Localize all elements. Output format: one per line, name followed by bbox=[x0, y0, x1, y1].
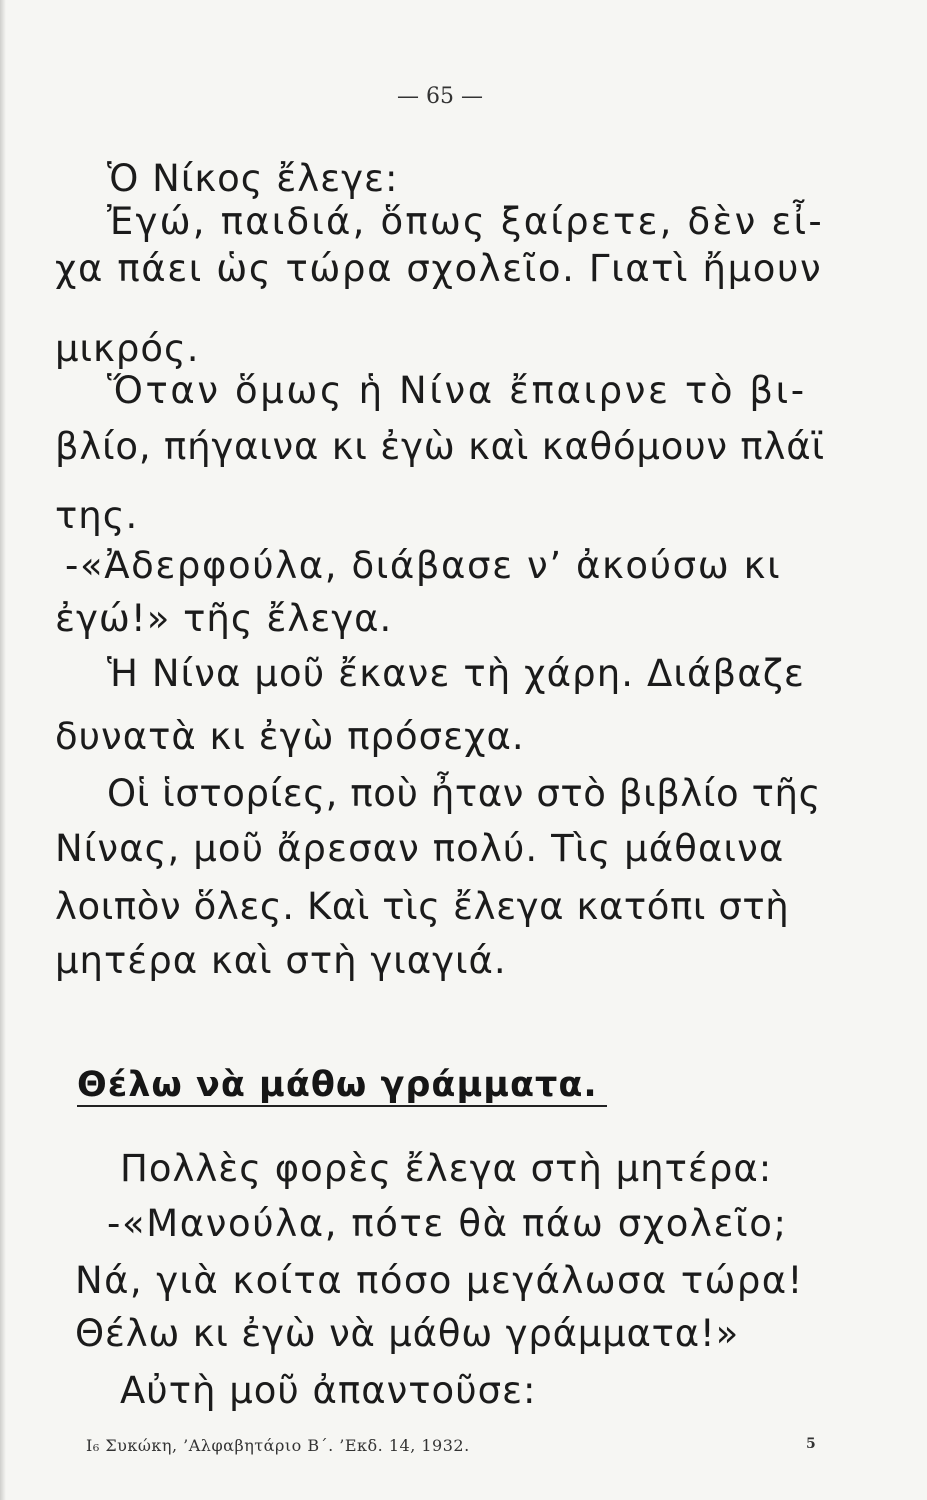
signature-mark: 5 bbox=[806, 1436, 816, 1452]
text-line: Αὐτὴ μοῦ ἀπαντοῦσε: bbox=[120, 1369, 537, 1412]
text-line: Οἱ ἱστορίες, ποὺ ἦταν στὸ βιβλίο τῆς bbox=[107, 772, 821, 815]
text-line: Πολλὲς φορὲς ἔλεγα στὴ μητέρα: bbox=[120, 1147, 773, 1190]
text-line: Νίνας, μοῦ ἄρεσαν πολύ. Τὶς μάθαινα bbox=[55, 827, 785, 870]
text-line: χα πάει ὡς τώρα σχολεῖο. Γιατὶ ἤμουν bbox=[55, 247, 823, 290]
text-line: Ὅταν ὅμως ἡ Νίνα ἔπαιρνε τὸ βι- bbox=[107, 369, 807, 412]
text-line: ἐγώ!» τῆς ἔλεγα. bbox=[55, 597, 393, 640]
text-line: -«Μανούλα, πότε θὰ πάω σχολεῖο; bbox=[107, 1202, 788, 1245]
text-line: Ἐγώ, παιδιά, ὅπως ξαίρετε, δὲν εἶ- bbox=[107, 200, 824, 243]
text-line: -«Ἀδερφούλα, διάβασε ν’ ἀκούσω κι bbox=[65, 544, 782, 587]
printer-footer: I₆ Συκώκη, ’Αλφαβητάριο Β΄. ’Εκδ. 14, 1932. bbox=[86, 1436, 470, 1455]
text-line: λοιπὸν ὅλες. Καὶ τὶς ἔλεγα κατόπι στὴ bbox=[55, 885, 790, 928]
text-line: Ὁ Νίκος ἔλεγε: bbox=[107, 157, 399, 200]
text-line: μητέρα καὶ στὴ γιαγιά. bbox=[55, 939, 507, 982]
text-line: δυνατὰ κι ἐγὼ πρόσεχα. bbox=[55, 715, 525, 758]
text-line: βλίο, πήγαινα κι ἐγὼ καὶ καθόμουν πλάϊ bbox=[55, 425, 825, 468]
section-heading: Θέλω νὰ μάθω γράμματα. bbox=[77, 1065, 598, 1105]
heading-underline bbox=[77, 1105, 607, 1107]
text-line: Ἡ Νίνα μοῦ ἔκανε τὴ χάρη. Διάβαζε bbox=[107, 652, 806, 695]
text-line: μικρός. bbox=[55, 327, 200, 370]
text-line: Νά, γιὰ κοίτα πόσο μεγάλωσα τώρα! bbox=[75, 1259, 804, 1302]
page-number: — 65 — bbox=[397, 84, 483, 109]
text-line: Θέλω κι ἐγὼ νὰ μάθω γράμματα!» bbox=[75, 1312, 740, 1355]
text-line: της. bbox=[55, 494, 139, 537]
page-binding-shadow bbox=[0, 0, 6, 1500]
